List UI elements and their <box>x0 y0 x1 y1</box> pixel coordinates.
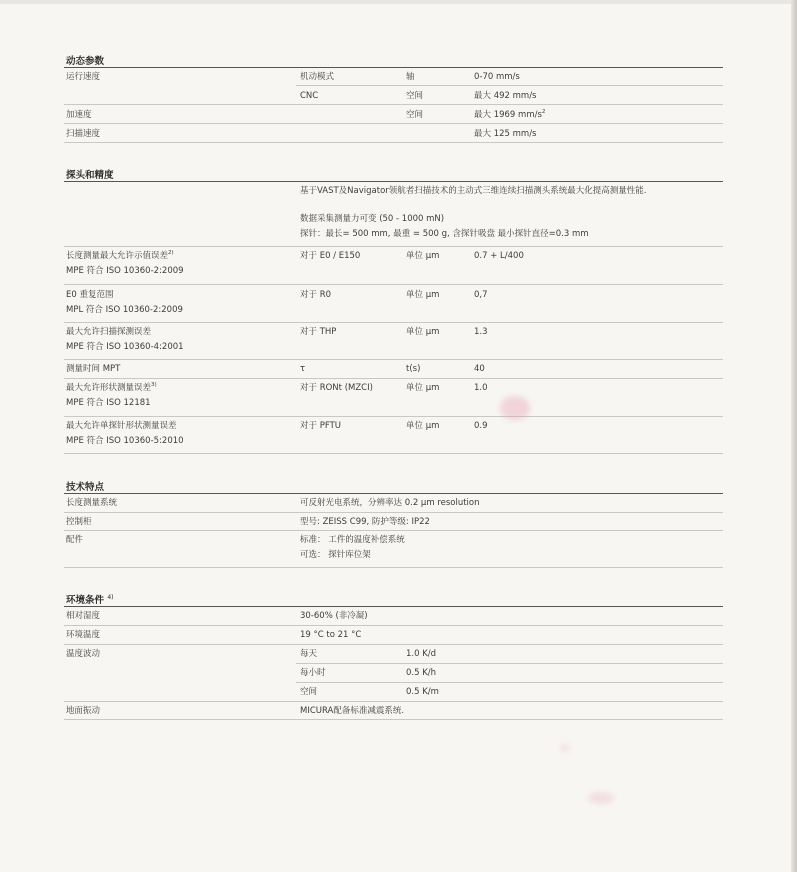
parts-row-rule <box>64 567 723 568</box>
scan-speed-label: 扫描速度 <box>66 129 101 139</box>
probe-force: 数据采集测量力可变 (50 - 1000 mN) <box>300 214 445 224</box>
fluct-label: 温度波动 <box>66 649 101 659</box>
length-row-rule <box>64 512 723 513</box>
length-system-label: 长度测量系统 <box>66 498 118 508</box>
parts-standard: 标准： 工件的温度补偿系统 <box>300 535 405 545</box>
cabinet-label: 控制柜 <box>66 517 92 527</box>
vibration-value: MICURA配备标准减震系统. <box>300 706 405 716</box>
temp-row-rule <box>64 644 723 645</box>
probe-intro: 基于VAST及Navigator领航者扫描技术的主动式三维连续扫描测头系统最大化提高测量性能. <box>300 186 647 196</box>
probe-stylus: 探针：最长= 500 mm, 最重 = 500 g, 含探针吸盘 最小探针直径=0.3 mm <box>300 229 589 239</box>
scan-stain <box>500 396 530 420</box>
scan-speed-value: 最大 125 mm/s <box>474 129 537 139</box>
probe-row-condition: 对于 PFTU <box>300 421 341 431</box>
cabinet-row-rule <box>64 530 723 531</box>
accel-row-rule <box>64 123 723 124</box>
parts-optional: 可选： 探针库位架 <box>300 550 371 560</box>
probe-row-unit: 单位 μm <box>406 327 440 337</box>
fluct-period: 空间 <box>300 687 318 697</box>
fluct-period: 每小时 <box>300 668 326 678</box>
fluct-sub-rule <box>296 663 723 664</box>
vibration-row-rule <box>64 719 723 720</box>
probe-row-condition: 对于 E0 / E150 <box>300 251 361 261</box>
probe-row-unit: t(s) <box>406 364 421 374</box>
parts-label: 配件 <box>66 535 84 545</box>
accel-value: 最大 1969 $mm/s^2$ <box>474 109 546 120</box>
axis-label: 轴 <box>406 72 415 82</box>
probe-row-standard: MPE 符合 ISO 10360-4:2001 <box>66 342 184 352</box>
probe-row-standard: MPE 符合 ISO 10360-2:2009 <box>66 266 184 276</box>
vibration-label: 地面振动 <box>66 706 101 716</box>
probe-row-rule <box>64 284 723 285</box>
accel-label: 加速度 <box>66 110 92 120</box>
probe-row-condition: τ <box>300 364 306 374</box>
probe-row-label: 长度测量最大允许示值误差$^{2)}$ <box>66 250 174 261</box>
temp-value: 19 °C to 21 °C <box>300 630 362 640</box>
scan-row-rule <box>64 142 723 143</box>
fluct-value: 1.0 K/d <box>406 649 437 659</box>
probe-row-label: 最大允许单探针形状测量误差 <box>66 421 177 431</box>
fluct-sub-rule <box>296 682 723 683</box>
fluct-value: 0.5 K/h <box>406 668 437 678</box>
length-system-value: 可反射光电系统，分辨率达 0.2 μm resolution <box>300 498 480 508</box>
tech-title: 技术特点 <box>66 482 105 493</box>
tech-title-rule <box>64 493 723 494</box>
probe-row-unit: 单位 μm <box>406 290 440 300</box>
motor-mode-label: 机动模式 <box>300 72 335 82</box>
humidity-value: 30-60% (非冷凝) <box>300 611 368 621</box>
probe-row-label: 最大允许形状测量误差$^{3)}$ <box>66 382 157 393</box>
page-top-edge <box>0 0 797 4</box>
dynamics-title: 动态参数 <box>66 56 105 67</box>
probe-row-unit: 单位 μm <box>406 251 440 261</box>
probe-row-value: 0,7 <box>474 290 488 300</box>
travel-row-rule <box>64 104 723 105</box>
probe-row-standard: MPE 符合 ISO 10360-5:2010 <box>66 436 184 446</box>
probe-row-condition: 对于 R0 <box>300 290 332 300</box>
probe-row-rule <box>64 378 723 379</box>
travel-speed-label: 运行速度 <box>66 72 101 82</box>
scan-stain <box>560 744 570 752</box>
humidity-row-rule <box>64 625 723 626</box>
travel-sub-rule <box>296 85 723 86</box>
accel-space-label: 空间 <box>406 110 424 120</box>
env-title-rule <box>64 606 723 607</box>
probe-title: 探头和精度 <box>66 170 114 181</box>
env-title: 环境条件 $^{4)}$ <box>66 593 114 606</box>
probe-row-value: 1.3 <box>474 327 488 337</box>
humidity-label: 相对湿度 <box>66 611 101 621</box>
dynamics-title-rule <box>64 67 723 68</box>
probe-row-label: 最大允许扫描探测误差 <box>66 327 152 337</box>
probe-row-condition: 对于 THP <box>300 327 337 337</box>
probe-row-standard: MPE 符合 ISO 12181 <box>66 398 151 408</box>
fluct-row-rule <box>64 701 723 702</box>
probe-row-rule <box>64 359 723 360</box>
probe-intro-rule <box>64 246 723 247</box>
probe-title-rule <box>64 181 723 182</box>
probe-row-condition: 对于 RONt (MZCI) <box>300 383 373 393</box>
probe-row-value: 40 <box>474 364 485 374</box>
probe-row-rule <box>64 416 723 417</box>
cnc-speed-value: 最大 492 mm/s <box>474 91 537 101</box>
probe-row-standard: MPL 符合 ISO 10360-2:2009 <box>66 305 183 315</box>
cabinet-value: 型号: ZEISS C99, 防护等级: IP22 <box>300 517 430 527</box>
probe-row-unit: 单位 μm <box>406 421 440 431</box>
probe-row-unit: 单位 μm <box>406 383 440 393</box>
probe-row-rule <box>64 453 723 454</box>
fluct-value: 0.5 K/m <box>406 687 439 697</box>
probe-row-label: 测量时间 MPT <box>66 364 121 374</box>
probe-row-value: 0.7 + L/400 <box>474 251 524 261</box>
axis-speed-value: 0-70 mm/s <box>474 72 520 82</box>
probe-row-value: 1.0 <box>474 383 488 393</box>
probe-row-rule <box>64 322 723 323</box>
page-right-edge <box>791 0 797 872</box>
temp-label: 环境温度 <box>66 630 101 640</box>
cnc-space-label: 空间 <box>406 91 424 101</box>
probe-row-label: E0 重复范围 <box>66 290 114 300</box>
scan-stain <box>588 792 614 804</box>
fluct-period: 每天 <box>300 649 318 659</box>
probe-row-value: 0.9 <box>474 421 488 431</box>
cnc-label: CNC <box>300 91 319 101</box>
